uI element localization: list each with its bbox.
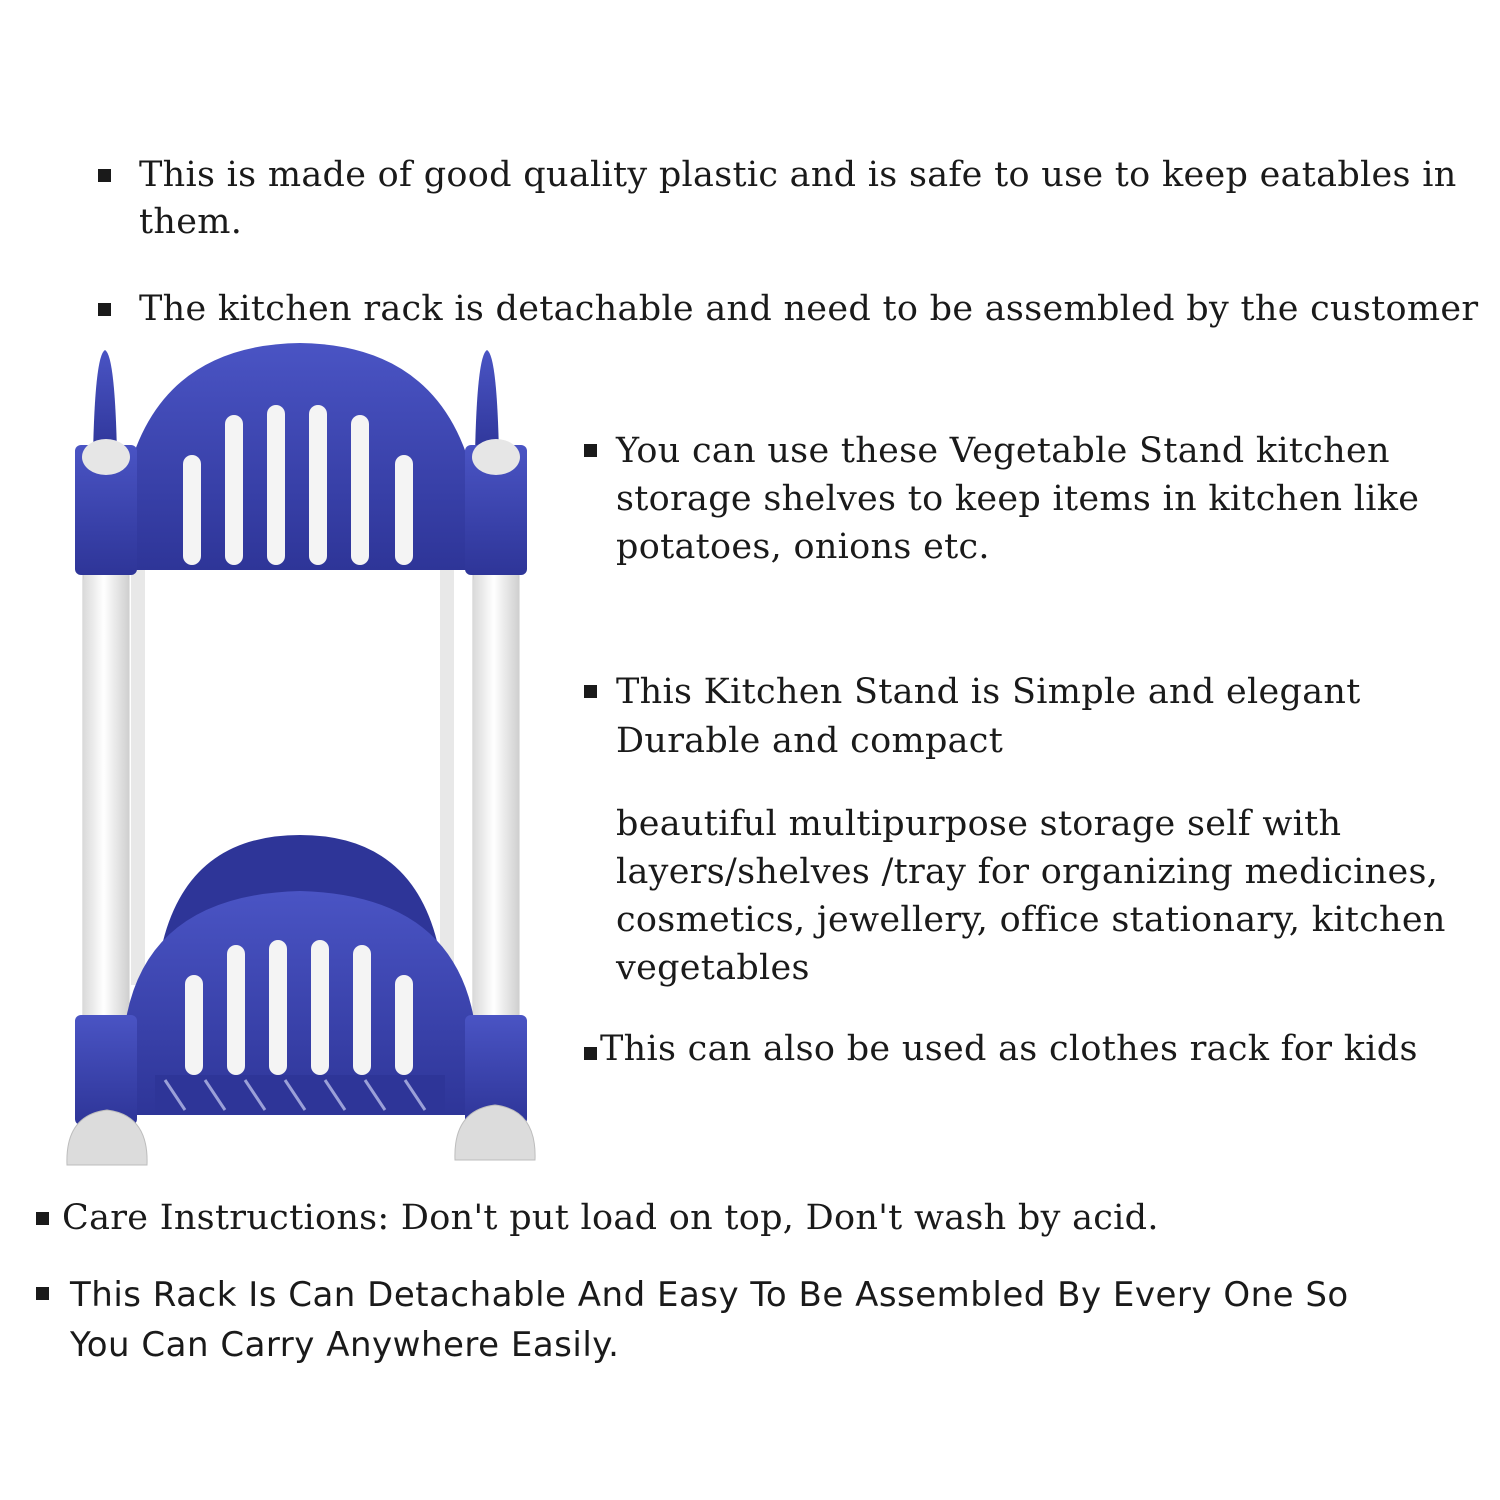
feature-text: This is made of good quality plastic and is safe to use to keep eatables in them. (139, 155, 1457, 242)
feature-bullet-3 (584, 427, 1419, 571)
bullet-square-icon (98, 169, 111, 182)
feature-bullet-4 (584, 668, 1361, 766)
feature-bullet-7 (36, 1270, 1349, 1370)
bullet-square-icon (98, 303, 111, 316)
bullet-square-icon (584, 685, 597, 698)
care-instructions-bullet (36, 1195, 1159, 1242)
feature-paragraph: beautiful multipurpose storage self with layers/shelves /tray for organizing medicines, cosmetics, jewellery, office stationary, kitchen vegetables (616, 804, 1446, 988)
feature-text: This Kitchen Stand is Simple and elegant Durable and compact (616, 672, 1361, 761)
feature-bullet-5 (584, 1026, 1418, 1073)
vegetable-rack-image (55, 335, 545, 1175)
bullet-square-icon (36, 1287, 49, 1300)
bullet-square-icon (584, 1047, 597, 1060)
feature-text: This can also be used as clothes rack for kids (600, 1029, 1418, 1069)
feature-text: This Rack Is Can Detachable And Easy To Be Assembled By Every One So You Can Carry Anywhere Easily. (70, 1275, 1349, 1365)
feature-text: Care Instructions: Don't put load on top, Don't wash by acid. (62, 1198, 1159, 1238)
bullet-square-icon (584, 444, 597, 457)
feature-bullet-1 (98, 152, 1457, 246)
bullet-square-icon (36, 1212, 49, 1225)
feature-text: You can use these Vegetable Stand kitchen storage shelves to keep items in kitchen like potatoes, onions etc. (616, 431, 1420, 567)
feature-bullet-2 (98, 286, 1478, 333)
feature-text: The kitchen rack is detachable and need to be assembled by the customer (139, 289, 1479, 329)
